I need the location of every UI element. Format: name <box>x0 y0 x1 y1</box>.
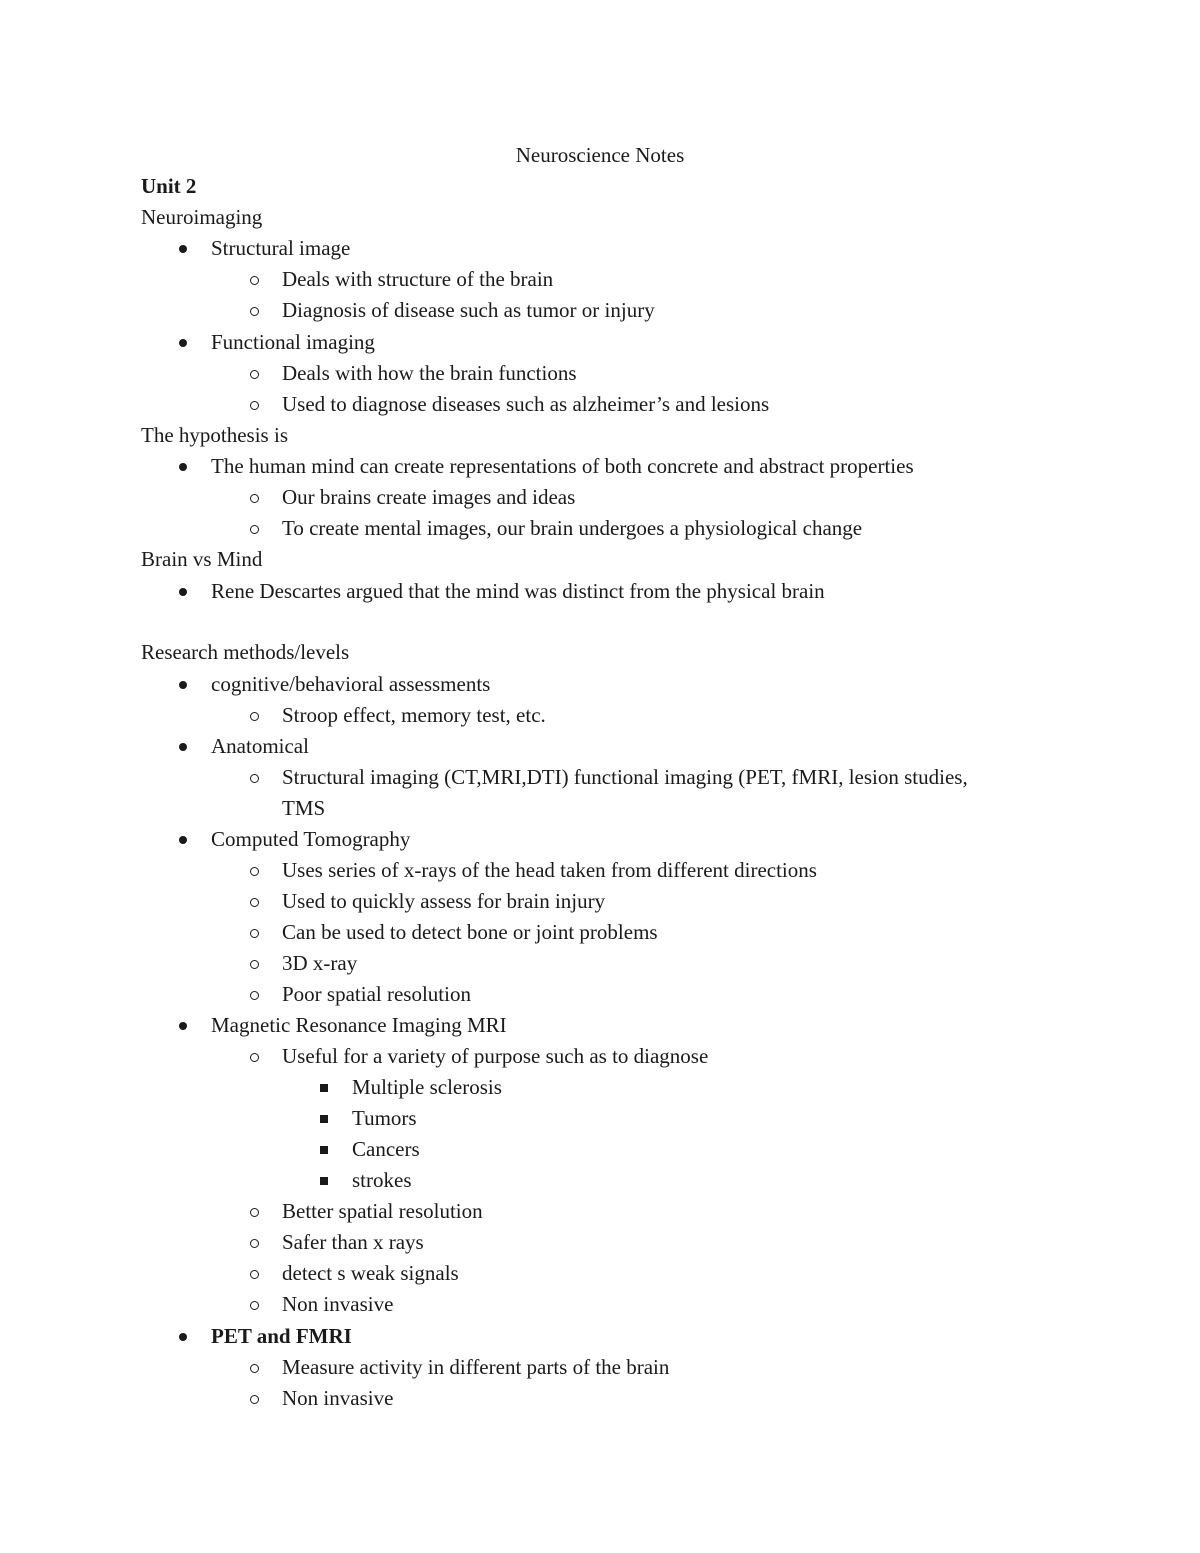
square-bullet <box>320 1146 328 1154</box>
circle-bullet <box>250 1364 259 1373</box>
document-title: Neuroscience Notes <box>515 143 685 167</box>
list-item: Computed Tomography <box>211 827 411 851</box>
circle-bullet <box>250 1208 259 1217</box>
circle-bullet <box>250 898 259 907</box>
list-item: detect s weak signals <box>282 1261 459 1285</box>
list-item-continuation: TMS <box>282 796 326 820</box>
circle-bullet <box>250 401 259 410</box>
list-item: Deals with structure of the brain <box>282 267 554 291</box>
square-bullet <box>320 1115 328 1123</box>
disc-bullet <box>179 245 187 253</box>
disc-bullet <box>179 743 187 751</box>
list-item: Anatomical <box>211 734 309 758</box>
section-heading-brain-vs-mind: Brain vs Mind <box>141 547 263 571</box>
list-item: Multiple sclerosis <box>352 1075 502 1099</box>
circle-bullet <box>250 1270 259 1279</box>
disc-bullet <box>179 681 187 689</box>
list-item: Rene Descartes argued that the mind was distinct from the physical brain <box>211 579 825 603</box>
disc-bullet <box>179 588 187 596</box>
circle-bullet <box>250 1053 259 1062</box>
disc-bullet <box>179 339 187 347</box>
list-item: Structural imaging (CT,MRI,DTI) functional imaging (PET, fMRI, lesion studies, <box>282 765 968 789</box>
disc-bullet <box>179 1022 187 1030</box>
circle-bullet <box>250 370 259 379</box>
unit-heading: Unit 2 <box>141 174 197 198</box>
list-item: Tumors <box>352 1106 417 1130</box>
list-item: Used to quickly assess for brain injury <box>282 889 606 913</box>
disc-bullet <box>179 836 187 844</box>
list-item: Functional imaging <box>211 330 375 354</box>
circle-bullet <box>250 494 259 503</box>
list-item: Magnetic Resonance Imaging MRI <box>211 1013 507 1037</box>
square-bullet <box>320 1084 328 1092</box>
list-item: Better spatial resolution <box>282 1199 483 1223</box>
section-heading-research: Research methods/levels <box>141 640 350 664</box>
circle-bullet <box>250 307 259 316</box>
list-item: Poor spatial resolution <box>282 982 471 1006</box>
circle-bullet <box>250 991 259 1000</box>
circle-bullet <box>250 774 259 783</box>
circle-bullet <box>250 929 259 938</box>
list-item: To create mental images, our brain undergoes a physiological change <box>282 516 863 540</box>
list-item: Deals with how the brain functions <box>282 361 577 385</box>
list-item: PET and FMRI <box>211 1324 352 1348</box>
list-item: strokes <box>352 1168 412 1192</box>
circle-bullet <box>250 960 259 969</box>
list-item: Cancers <box>352 1137 420 1161</box>
list-item: Non invasive <box>282 1292 394 1316</box>
section-heading-neuroimaging: Neuroimaging <box>141 205 263 229</box>
circle-bullet <box>250 525 259 534</box>
list-item: Used to diagnose diseases such as alzheimer’s and lesions <box>282 392 770 416</box>
list-item: 3D x-ray <box>282 951 358 975</box>
list-item: Can be used to detect bone or joint problems <box>282 920 658 944</box>
circle-bullet <box>250 712 259 721</box>
section-heading-hypothesis: The hypothesis is <box>141 423 288 447</box>
list-item: cognitive/behavioral assessments <box>211 672 491 696</box>
square-bullet <box>320 1177 328 1185</box>
list-item: Useful for a variety of purpose such as to diagnose <box>282 1044 709 1068</box>
circle-bullet <box>250 276 259 285</box>
disc-bullet <box>179 463 187 471</box>
circle-bullet <box>250 1301 259 1310</box>
list-item: Diagnosis of disease such as tumor or injury <box>282 298 655 322</box>
list-item: Non invasive <box>282 1386 394 1410</box>
circle-bullet <box>250 867 259 876</box>
list-item: Structural image <box>211 236 351 260</box>
list-item: Stroop effect, memory test, etc. <box>282 703 546 727</box>
list-item: The human mind can create representations of both concrete and abstract properties <box>211 454 914 478</box>
list-item: Safer than x rays <box>282 1230 424 1254</box>
list-item: Measure activity in different parts of the brain <box>282 1355 670 1379</box>
disc-bullet <box>179 1333 187 1341</box>
list-item: Uses series of x-rays of the head taken from different directions <box>282 858 817 882</box>
circle-bullet <box>250 1395 259 1404</box>
circle-bullet <box>250 1239 259 1248</box>
list-item: Our brains create images and ideas <box>282 485 576 509</box>
